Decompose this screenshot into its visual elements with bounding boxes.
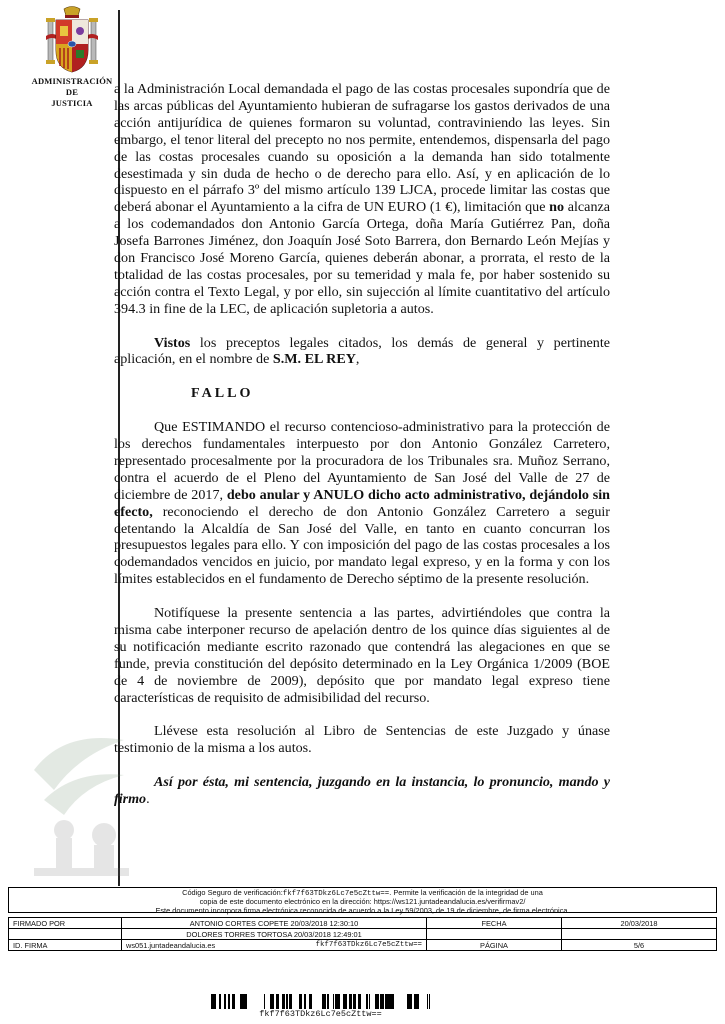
fecha-value: 20/03/2018 [562,918,717,929]
signature-table [8,917,717,951]
signer-2: DOLORES TORRES TORTOSA 20/03/2018 12:49:01 [122,929,427,940]
document-body [114,81,610,808]
table-row [9,929,717,940]
paragraph-estimando [114,419,610,588]
coat-of-arms-icon [44,6,100,76]
verification-text: . Permite la verificación de la integridad de una [389,888,543,897]
verification-url-line: copia de este documento electrónico en la dirección: https://ws121.juntadeandalucia.es/verifirmav2/ [199,897,526,907]
paragraph-vistos [114,335,610,369]
pagina-label: PÁGINA [427,940,562,951]
id-firma-label: ID. FIRMA [9,940,122,951]
barcode-icon [211,994,430,1009]
administration-header [26,76,118,109]
signature-footer [8,887,717,951]
paragraph-text: , [355,351,360,368]
table-row [9,918,717,929]
paragraph-costas [114,81,610,318]
barcode-text: fkf7f63TDkz6Lc7e5cZttw== [259,1009,382,1019]
id-firma-cell [122,940,427,951]
pagina-value: 5/6 [562,940,717,951]
verification-code: fkf7f63TDkz6Lc7e5cZttw== [282,890,390,898]
emphasis-vistos: Vistos [154,334,191,351]
empty-cell [9,929,122,940]
emphasis-anulo: debo anular y ANULO dicho acto administrativo, dejándolo sin efecto, [114,486,610,520]
firmado-por-label: FIRMADO POR [9,918,122,929]
id-firma-code: fkf7f63TDkz6Lc7e5cZttw== [315,940,422,949]
signature-law-line: Este documento incorpora firma electrónica reconocida de acuerdo a la Ley 59/2003, de 19 de diciembre, de firma electrónica. [155,905,570,915]
empty-cell [562,929,717,940]
id-firma-host: ws051.juntadeandalucia.es [126,940,216,950]
empty-cell [427,929,562,940]
closing-text: Así por ésta, mi sentencia, juzgando en la instancia, lo pronuncio, mando y firmo [114,774,610,807]
signer-1: ANTONIO CORTES COPETE 20/03/2018 12:30:10 [122,918,427,929]
verification-label: Código Seguro de verificación: [182,888,283,897]
admin-line-2: DE [65,87,79,97]
paragraph-text: reconociendo el derecho de don Antonio González Carretero a seguir detentando la Alcaldía de San José del Valle, en tanto en cuanto concurran los presupuestos legales para ello. Y con imposición del pago de las costas procesales a los codemandados vencidos en juicio, por mandato legal expreso, y en la forma y con los límites establecidos en el fundamento de Derecho séptimo de la presente resolución. [114,503,610,588]
paragraph-text: los preceptos legales citados, los demás de general y pertinente aplicación, en el nombre de [114,334,610,368]
paragraph-text: a la Administración Local demandada el pago de las costas procesales supondría que de las arcas públicas del Ayuntamiento hubieran de sufragarse los gastos derivados de una acción antijurídica de quienes formaron su voluntad, contraviniendo las leyes. Sin embargo, el tenor literal del precepto no nos permite, entendemos, dispensarla del pago de las costas procesales cuando su oposición a la demanda han sido totalmente desestimada y sin duda de hecho o de derecho para ello. Así, y en aplicación de lo dispuesto en el párrafo 3º del mismo artículo 139 LJCA, procede limitar las costas que deberá abonar el Ayuntamiento a la cifra de UN EURO (1 €), limitación que [114,81,610,216]
paragraph-notifiquese: Notifíquese la presente sentencia a las partes, advirtiéndoles que contra la misma cabe interponer recurso de apelación dentro de los quince días siguientes al de su notificación mediante escrito razonado que contendrá las alegaciones en que se funde, previa constitución del depósito determinado en la Ley Orgánica 1/2009 (BOE de 4 de noviembre de 2009), depósito que por mandato legal expreso tiene características de requisito de admisibilidad del recurso. [114,605,610,706]
section-heading-fallo: FALLO [191,385,254,402]
emphasis-rey: S.M. EL REY [272,351,356,368]
paragraph-text: alcanza a los codemandados don Antonio García Ortega, doña María Gutiérrez Pan, doña Josefa Barrones Jiménez, don Joaquín José Soto Barrera, don Bernardo León Mejías y don Francisco José Moreno García, quienes deberán abonar, a prorrata, el resto de la totalidad de las costas procesales, por su temeridad y mala fe, por haber sostenido su acción contra el Texto Legal, y por ello, sin sujección al límite cuantitativo del artículo 394.3 in fine de la LEC, de aplicación supletoria a autos. [114,199,610,317]
paragraph-closing: Así por ésta, mi sentencia, juzgando en la instancia, lo pronuncio, mando y firmo. [114,774,610,807]
admin-line-3: JUSTICIA [51,98,93,108]
verification-banner [8,887,717,913]
paragraph-llevese: Llévese esta resolución al Libro de Sentencias de este Juzgado y únase testimonio de la misma a los autos. [114,723,610,757]
paragraph-text: Que ESTIMANDO el recurso contencioso-administrativo para la protección de los derechos fundamentales interpuesto por don Antonio González Carretero, representado procesalmente por la procuradora de los Tribunales sra. Muñoz Serrano, contra el acuerdo de el Pleno del Ayuntamiento de San José del Valle de 27 de diciembre de 2017, [114,419,610,503]
emphasis-no: no [549,199,565,216]
fecha-label: FECHA [427,918,562,929]
table-row [9,940,717,951]
admin-line-1: ADMINISTRACIÓN [31,76,113,86]
